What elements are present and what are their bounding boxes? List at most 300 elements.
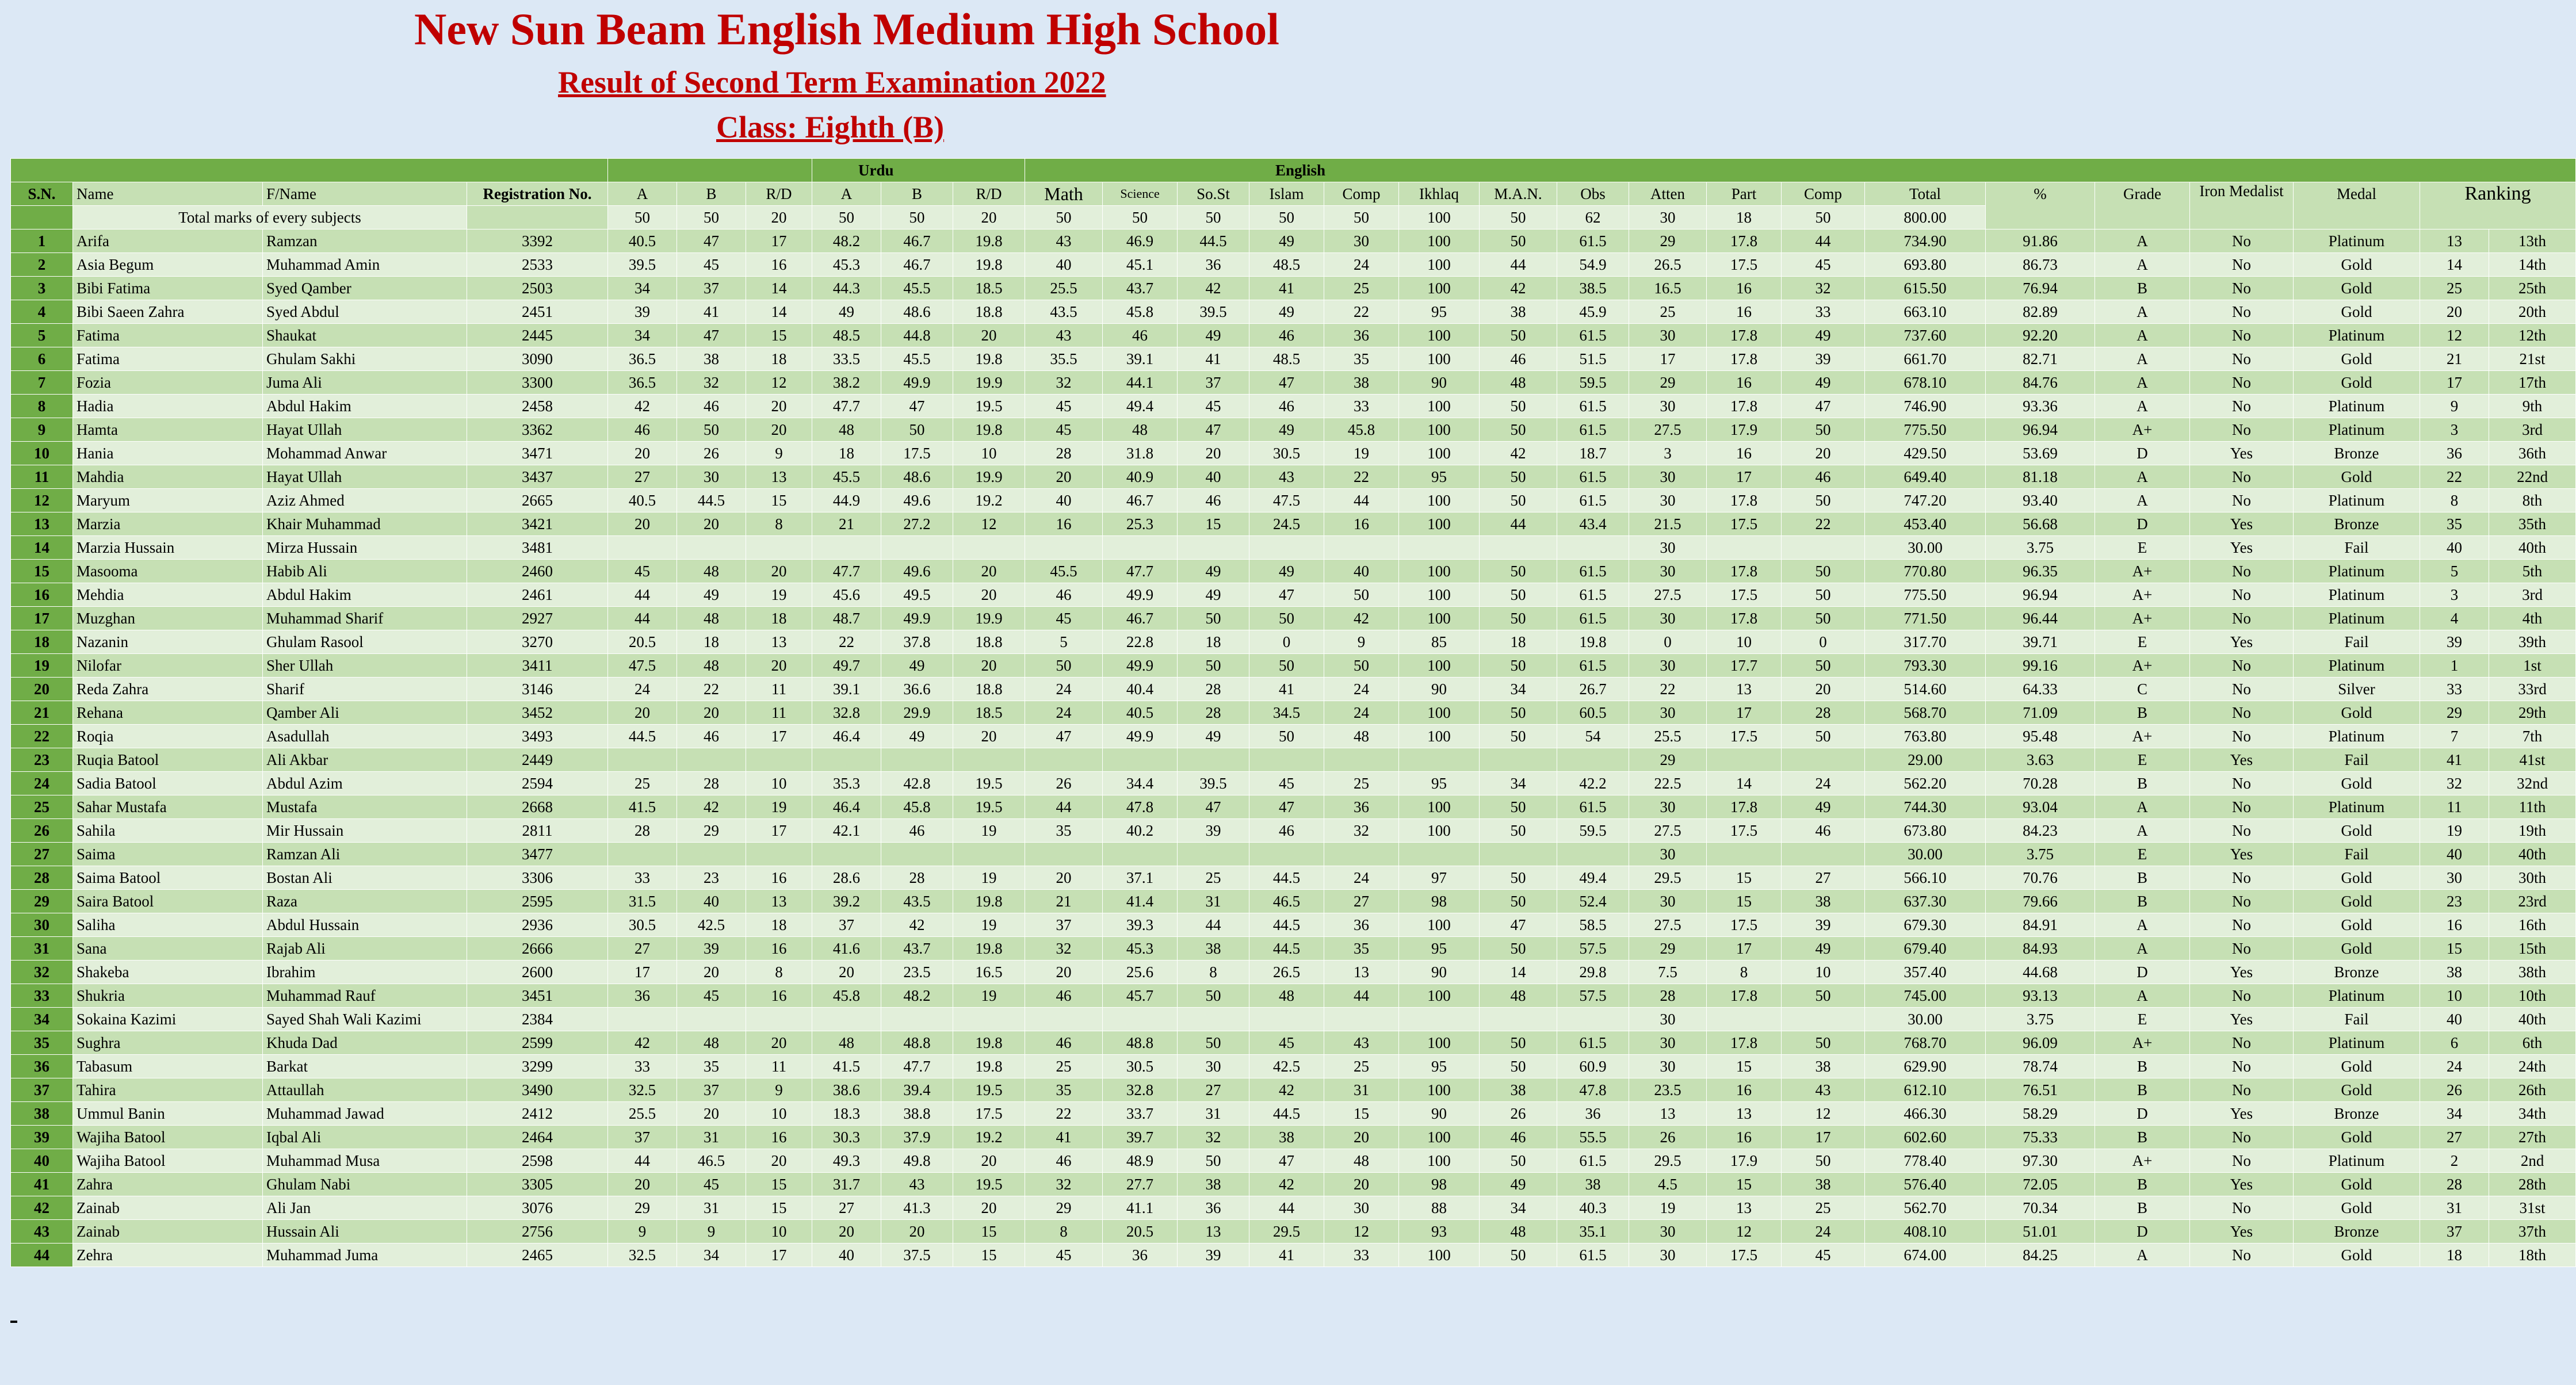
table-cell: 29.5	[1629, 866, 1707, 890]
table-cell: 96.94	[1986, 583, 2095, 607]
table-cell: Habib Ali	[263, 560, 467, 583]
table-cell: 47.7	[1103, 560, 1178, 583]
table-cell: 37.9	[881, 1126, 953, 1149]
table-cell: 47	[1480, 913, 1557, 937]
table-cell: 28	[1178, 701, 1249, 725]
table-cell: 92.20	[1986, 324, 2095, 347]
table-cell: Platinum	[2294, 607, 2420, 630]
table-cell	[881, 843, 953, 866]
table-cell: 56.68	[1986, 512, 2095, 536]
col-science: Science	[1103, 182, 1178, 206]
table-row	[11, 560, 2576, 583]
table-cell: 49.6	[881, 489, 953, 512]
table-cell: Maryum	[73, 489, 263, 512]
table-cell: 34	[1480, 678, 1557, 701]
table-cell: 100	[1399, 253, 1480, 277]
table-cell: 28	[1025, 442, 1103, 465]
table-cell: A	[2095, 819, 2190, 843]
table-cell	[1480, 843, 1557, 866]
table-cell: Bronze	[2294, 1220, 2420, 1244]
table-cell: 44.68	[1986, 961, 2095, 984]
table-cell: 13	[1707, 1196, 1782, 1220]
table-cell: B	[2095, 277, 2190, 300]
table-cell: 43	[1324, 1031, 1399, 1055]
table-cell: 15	[11, 560, 73, 583]
table-cell: 16.5	[1629, 277, 1707, 300]
table-cell: 28	[1629, 984, 1707, 1008]
table-cell: 0	[1782, 630, 1865, 654]
table-cell: 36	[1324, 913, 1399, 937]
table-cell: 14	[2420, 253, 2489, 277]
table-cell: Fail	[2294, 748, 2420, 772]
table-cell: 24	[1324, 866, 1399, 890]
table-cell: 23	[11, 748, 73, 772]
table-cell: B	[2095, 1173, 2190, 1196]
table-cell: 21	[1025, 890, 1103, 913]
table-cell: 20	[677, 701, 746, 725]
table-cell: 26.5	[1629, 253, 1707, 277]
table-cell: 20	[608, 512, 677, 536]
table-cell: 41	[677, 300, 746, 324]
table-cell	[1782, 1008, 1865, 1031]
table-cell: Marzia	[73, 512, 263, 536]
table-cell: 39	[11, 1126, 73, 1149]
table-cell: Gold	[2294, 277, 2420, 300]
table-cell: B	[2095, 1126, 2190, 1149]
table-cell: 1	[2420, 654, 2489, 678]
table-cell	[746, 843, 812, 866]
table-cell: Gold	[2294, 1173, 2420, 1196]
table-cell: 50	[1249, 725, 1324, 748]
table-cell: Mustafa	[263, 795, 467, 819]
table-cell: 49	[812, 300, 881, 324]
table-cell: 20	[881, 1220, 953, 1244]
table-cell: 71.09	[1986, 701, 2095, 725]
table-cell: 13	[11, 512, 73, 536]
table-cell: 15	[746, 489, 812, 512]
table-cell: 3437	[467, 465, 608, 489]
table-cell: 29	[1629, 371, 1707, 395]
table-cell: 770.80	[1865, 560, 1986, 583]
table-cell: 30	[1629, 324, 1707, 347]
table-cell: 8	[2420, 489, 2489, 512]
table-cell: 50	[1178, 654, 1249, 678]
table-cell: 44.5	[1249, 937, 1324, 961]
table-cell: 25	[1629, 300, 1707, 324]
table-cell: Gold	[2294, 772, 2420, 795]
table-cell: 37	[608, 1126, 677, 1149]
table-cell: Ali Akbar	[263, 748, 467, 772]
table-cell	[1025, 536, 1103, 560]
table-cell	[1782, 536, 1865, 560]
col-grade: Grade	[2095, 182, 2190, 229]
table-cell: 3	[2420, 418, 2489, 442]
table-cell: 34	[608, 324, 677, 347]
table-cell: 2465	[467, 1244, 608, 1267]
table-cell: 25	[608, 772, 677, 795]
table-cell: 17	[746, 725, 812, 748]
table-cell: 20	[746, 1149, 812, 1173]
table-cell: 5	[2420, 560, 2489, 583]
table-cell: 25	[1178, 866, 1249, 890]
table-cell: 602.60	[1865, 1126, 1986, 1149]
table-cell: 637.30	[1865, 890, 1986, 913]
table-cell: 100	[1399, 701, 1480, 725]
table-cell: 49	[1178, 324, 1249, 347]
table-cell: 48	[1249, 984, 1324, 1008]
table-cell	[1103, 536, 1178, 560]
table-cell: E	[2095, 630, 2190, 654]
table-row	[11, 583, 2576, 607]
table-cell: Yes	[2190, 1173, 2294, 1196]
table-cell: Yes	[2190, 748, 2294, 772]
table-cell: 20	[608, 442, 677, 465]
table-cell: 21.5	[1629, 512, 1707, 536]
table-cell: 41	[1249, 1244, 1324, 1267]
table-cell: 42.1	[812, 819, 881, 843]
table-cell: 24	[2420, 1055, 2489, 1078]
table-cell: 36	[1557, 1102, 1629, 1126]
table-cell: 93.13	[1986, 984, 2095, 1008]
table-cell: 2811	[467, 819, 608, 843]
table-cell: 11	[746, 678, 812, 701]
table-cell: 26	[1629, 1126, 1707, 1149]
table-cell: 44	[1480, 512, 1557, 536]
table-cell: Roqia	[73, 725, 263, 748]
table-cell: 562.70	[1865, 1196, 1986, 1220]
table-cell: 737.60	[1865, 324, 1986, 347]
table-cell: 35.5	[1025, 347, 1103, 371]
table-cell: 33.5	[812, 347, 881, 371]
table-cell	[1480, 1008, 1557, 1031]
table-cell: 3rd	[2489, 418, 2576, 442]
table-cell: 35	[1324, 347, 1399, 371]
table-cell: 50	[1782, 560, 1865, 583]
table-cell: 40	[2420, 1008, 2489, 1031]
table-cell: 51.5	[1557, 347, 1629, 371]
table-cell: 46	[1249, 819, 1324, 843]
table-cell: 17.9	[1707, 1149, 1782, 1173]
table-cell: Ramzan Ali	[263, 843, 467, 866]
table-cell: 29th	[2489, 701, 2576, 725]
table-cell: 100	[1399, 654, 1480, 678]
table-cell: 25	[2420, 277, 2489, 300]
table-cell: Marzia Hussain	[73, 536, 263, 560]
table-cell: 19	[953, 819, 1025, 843]
table-cell: 48	[1480, 371, 1557, 395]
table-cell: 20	[1025, 961, 1103, 984]
table-row	[11, 1173, 2576, 1196]
table-cell: 24	[1025, 678, 1103, 701]
table-cell: 50	[1782, 1031, 1865, 1055]
table-cell: 43.5	[881, 890, 953, 913]
table-cell: 46.7	[881, 229, 953, 253]
table-cell	[677, 843, 746, 866]
table-cell: 40	[2420, 536, 2489, 560]
table-cell: 19.8	[953, 937, 1025, 961]
table-cell: 21	[2420, 347, 2489, 371]
table-cell: 79.66	[1986, 890, 2095, 913]
table-cell: 42	[1249, 1078, 1324, 1102]
table-cell	[1025, 1008, 1103, 1031]
table-cell: 50	[1480, 229, 1557, 253]
table-cell: 93	[1399, 1220, 1480, 1244]
table-cell: 40th	[2489, 1008, 2576, 1031]
table-cell: 30	[1629, 1244, 1707, 1267]
table-cell: Gold	[2294, 819, 2420, 843]
table-cell: 46	[1103, 324, 1178, 347]
table-cell: 44.5	[1249, 913, 1324, 937]
table-cell: 8	[1178, 961, 1249, 984]
table-cell: 12	[11, 489, 73, 512]
table-cell: 44	[1025, 795, 1103, 819]
table-row	[11, 1102, 2576, 1126]
table-cell: 29	[1629, 229, 1707, 253]
table-cell: 100	[1399, 583, 1480, 607]
table-cell: 18th	[2489, 1244, 2576, 1267]
table-cell: 100	[1399, 607, 1480, 630]
total-marks-cell: 50	[1324, 206, 1399, 229]
table-cell: 61.5	[1557, 395, 1629, 418]
table-cell: Wajiha Batool	[73, 1126, 263, 1149]
table-cell	[1103, 1008, 1178, 1031]
table-cell: 38	[1249, 1126, 1324, 1149]
col-ranking: Ranking	[2420, 182, 2576, 229]
table-cell: 29.8	[1557, 961, 1629, 984]
table-cell: 45	[1025, 418, 1103, 442]
table-cell: 21	[812, 512, 881, 536]
table-cell: 2	[11, 253, 73, 277]
table-cell: 47	[1178, 795, 1249, 819]
table-cell: 3300	[467, 371, 608, 395]
table-cell: 25th	[2489, 277, 2576, 300]
table-cell: 50	[1480, 819, 1557, 843]
total-marks-cell: 50	[812, 206, 881, 229]
table-cell: 27.5	[1629, 819, 1707, 843]
table-cell: Wajiha Batool	[73, 1149, 263, 1173]
table-cell: 50	[1480, 1244, 1557, 1267]
table-cell: 96.09	[1986, 1031, 2095, 1055]
table-cell: 40	[1178, 465, 1249, 489]
table-cell: 20	[746, 1031, 812, 1055]
table-cell: No	[2190, 465, 2294, 489]
table-cell: 45.1	[1103, 253, 1178, 277]
table-row	[11, 630, 2576, 654]
table-cell: 14	[1707, 772, 1782, 795]
table-cell: 24	[1782, 1220, 1865, 1244]
table-cell: 50	[1178, 607, 1249, 630]
table-cell: 23.5	[1629, 1078, 1707, 1102]
table-cell	[746, 1008, 812, 1031]
table-cell: 46	[608, 418, 677, 442]
table-cell: 31st	[2489, 1196, 2576, 1220]
table-cell: 46.7	[881, 253, 953, 277]
table-cell: 99.16	[1986, 654, 2095, 678]
table-cell: Masooma	[73, 560, 263, 583]
table-cell: 50	[1782, 583, 1865, 607]
table-cell: 46	[881, 819, 953, 843]
table-cell: 7th	[2489, 725, 2576, 748]
table-cell: 566.10	[1865, 866, 1986, 890]
table-cell: 12	[746, 371, 812, 395]
table-cell: 48	[1480, 1220, 1557, 1244]
table-cell: 20	[953, 583, 1025, 607]
table-cell: 29	[2420, 701, 2489, 725]
table-cell: Yes	[2190, 961, 2294, 984]
table-cell: 43	[11, 1220, 73, 1244]
table-cell: Yes	[2190, 442, 2294, 465]
table-cell: 7.5	[1629, 961, 1707, 984]
table-cell: 48.5	[812, 324, 881, 347]
table-cell: No	[2190, 395, 2294, 418]
table-cell: 47.8	[1557, 1078, 1629, 1102]
table-cell: 17	[746, 229, 812, 253]
table-cell: 48.2	[812, 229, 881, 253]
table-cell: 49	[1178, 725, 1249, 748]
table-cell: 39	[2420, 630, 2489, 654]
table-cell: Platinum	[2294, 229, 2420, 253]
table-cell: 793.30	[1865, 654, 1986, 678]
table-cell: No	[2190, 1078, 2294, 1102]
col-total: Total	[1865, 182, 1986, 206]
table-cell: Platinum	[2294, 560, 2420, 583]
table-cell: 39.1	[1103, 347, 1178, 371]
table-cell: 46.7	[1103, 607, 1178, 630]
table-cell: 47.7	[812, 395, 881, 418]
table-cell: A	[2095, 795, 2190, 819]
table-row	[11, 937, 2576, 961]
table-cell: 35	[1025, 1078, 1103, 1102]
table-cell: 3481	[467, 536, 608, 560]
table-cell: 49	[1249, 418, 1324, 442]
table-cell: 49	[1782, 371, 1865, 395]
table-cell: Bibi Fatima	[73, 277, 263, 300]
table-cell: 100	[1399, 418, 1480, 442]
table-cell: 61.5	[1557, 583, 1629, 607]
table-cell	[1324, 536, 1399, 560]
table-cell: 55.5	[1557, 1126, 1629, 1149]
table-cell	[677, 536, 746, 560]
table-cell: 20	[608, 701, 677, 725]
table-cell: No	[2190, 819, 2294, 843]
table-cell: 31	[677, 1196, 746, 1220]
table-cell: 20	[953, 654, 1025, 678]
table-cell: 24	[1324, 253, 1399, 277]
table-cell: 20.5	[1103, 1220, 1178, 1244]
table-cell: 13	[746, 890, 812, 913]
table-cell: 22	[1025, 1102, 1103, 1126]
table-cell: 778.40	[1865, 1149, 1986, 1173]
table-cell: 16	[746, 866, 812, 890]
table-cell: Platinum	[2294, 984, 2420, 1008]
table-cell: Nilofar	[73, 654, 263, 678]
table-cell: 84.25	[1986, 1244, 2095, 1267]
table-cell	[608, 1008, 677, 1031]
table-cell: 679.40	[1865, 937, 1986, 961]
table-cell: 47	[1025, 725, 1103, 748]
table-cell: Yes	[2190, 1102, 2294, 1126]
table-cell: Mir Hussain	[263, 819, 467, 843]
table-cell: 357.40	[1865, 961, 1986, 984]
table-cell: 84.93	[1986, 937, 2095, 961]
table-cell: 20	[1025, 866, 1103, 890]
table-cell: 46	[1480, 347, 1557, 371]
table-cell: No	[2190, 489, 2294, 512]
table-cell: 41.4	[1103, 890, 1178, 913]
table-cell	[812, 1008, 881, 1031]
table-cell: E	[2095, 843, 2190, 866]
table-cell: 45	[1249, 1031, 1324, 1055]
table-cell: No	[2190, 890, 2294, 913]
table-cell: 50	[1782, 984, 1865, 1008]
table-cell: 13	[1707, 1102, 1782, 1126]
table-cell: No	[2190, 1149, 2294, 1173]
table-cell: Hadia	[73, 395, 263, 418]
table-cell: 49	[1178, 560, 1249, 583]
table-cell: 61.5	[1557, 489, 1629, 512]
table-cell: 31	[11, 937, 73, 961]
table-cell: 3299	[467, 1055, 608, 1078]
table-cell: 17	[608, 961, 677, 984]
table-cell: 34.5	[1249, 701, 1324, 725]
table-cell: 50	[1480, 560, 1557, 583]
table-cell	[1480, 536, 1557, 560]
table-cell: 20	[746, 560, 812, 583]
table-cell: 10th	[2489, 984, 2576, 1008]
table-cell: 49	[1249, 229, 1324, 253]
table-cell	[1707, 536, 1782, 560]
table-cell: 100	[1399, 725, 1480, 748]
table-cell: 44	[608, 1149, 677, 1173]
table-cell: 19.5	[953, 1173, 1025, 1196]
table-cell: 37	[812, 913, 881, 937]
table-cell: 612.10	[1865, 1078, 1986, 1102]
table-cell: 20	[746, 395, 812, 418]
table-cell: 37	[2420, 1220, 2489, 1244]
table-cell: 11	[746, 701, 812, 725]
table-cell: 19.5	[953, 1078, 1025, 1102]
table-cell: 72.05	[1986, 1173, 2095, 1196]
table-cell: 15	[1707, 1055, 1782, 1078]
table-cell: 49	[677, 583, 746, 607]
table-cell: 17.7	[1707, 654, 1782, 678]
table-cell: 562.20	[1865, 772, 1986, 795]
table-cell: 50	[677, 418, 746, 442]
table-cell: 30	[1178, 1055, 1249, 1078]
table-cell: 39.1	[812, 678, 881, 701]
table-cell: 50	[1480, 489, 1557, 512]
table-cell: Hussain Ali	[263, 1220, 467, 1244]
table-cell: 40	[11, 1149, 73, 1173]
table-cell: 34	[1480, 1196, 1557, 1220]
table-row	[11, 1078, 2576, 1102]
table-row	[11, 1126, 2576, 1149]
table-cell: 17.5	[1707, 583, 1782, 607]
table-cell: 25.5	[1629, 725, 1707, 748]
table-cell: 31.8	[1103, 442, 1178, 465]
table-cell: 61.5	[1557, 229, 1629, 253]
table-cell: 2503	[467, 277, 608, 300]
table-cell: A	[2095, 324, 2190, 347]
table-cell: 20.5	[608, 630, 677, 654]
table-cell: 59.5	[1557, 819, 1629, 843]
table-cell: 28	[2420, 1173, 2489, 1196]
table-cell: 2461	[467, 583, 608, 607]
table-cell: 23	[677, 866, 746, 890]
table-cell: 30.00	[1865, 536, 1986, 560]
table-cell: 678.10	[1865, 371, 1986, 395]
table-cell: 1	[11, 229, 73, 253]
